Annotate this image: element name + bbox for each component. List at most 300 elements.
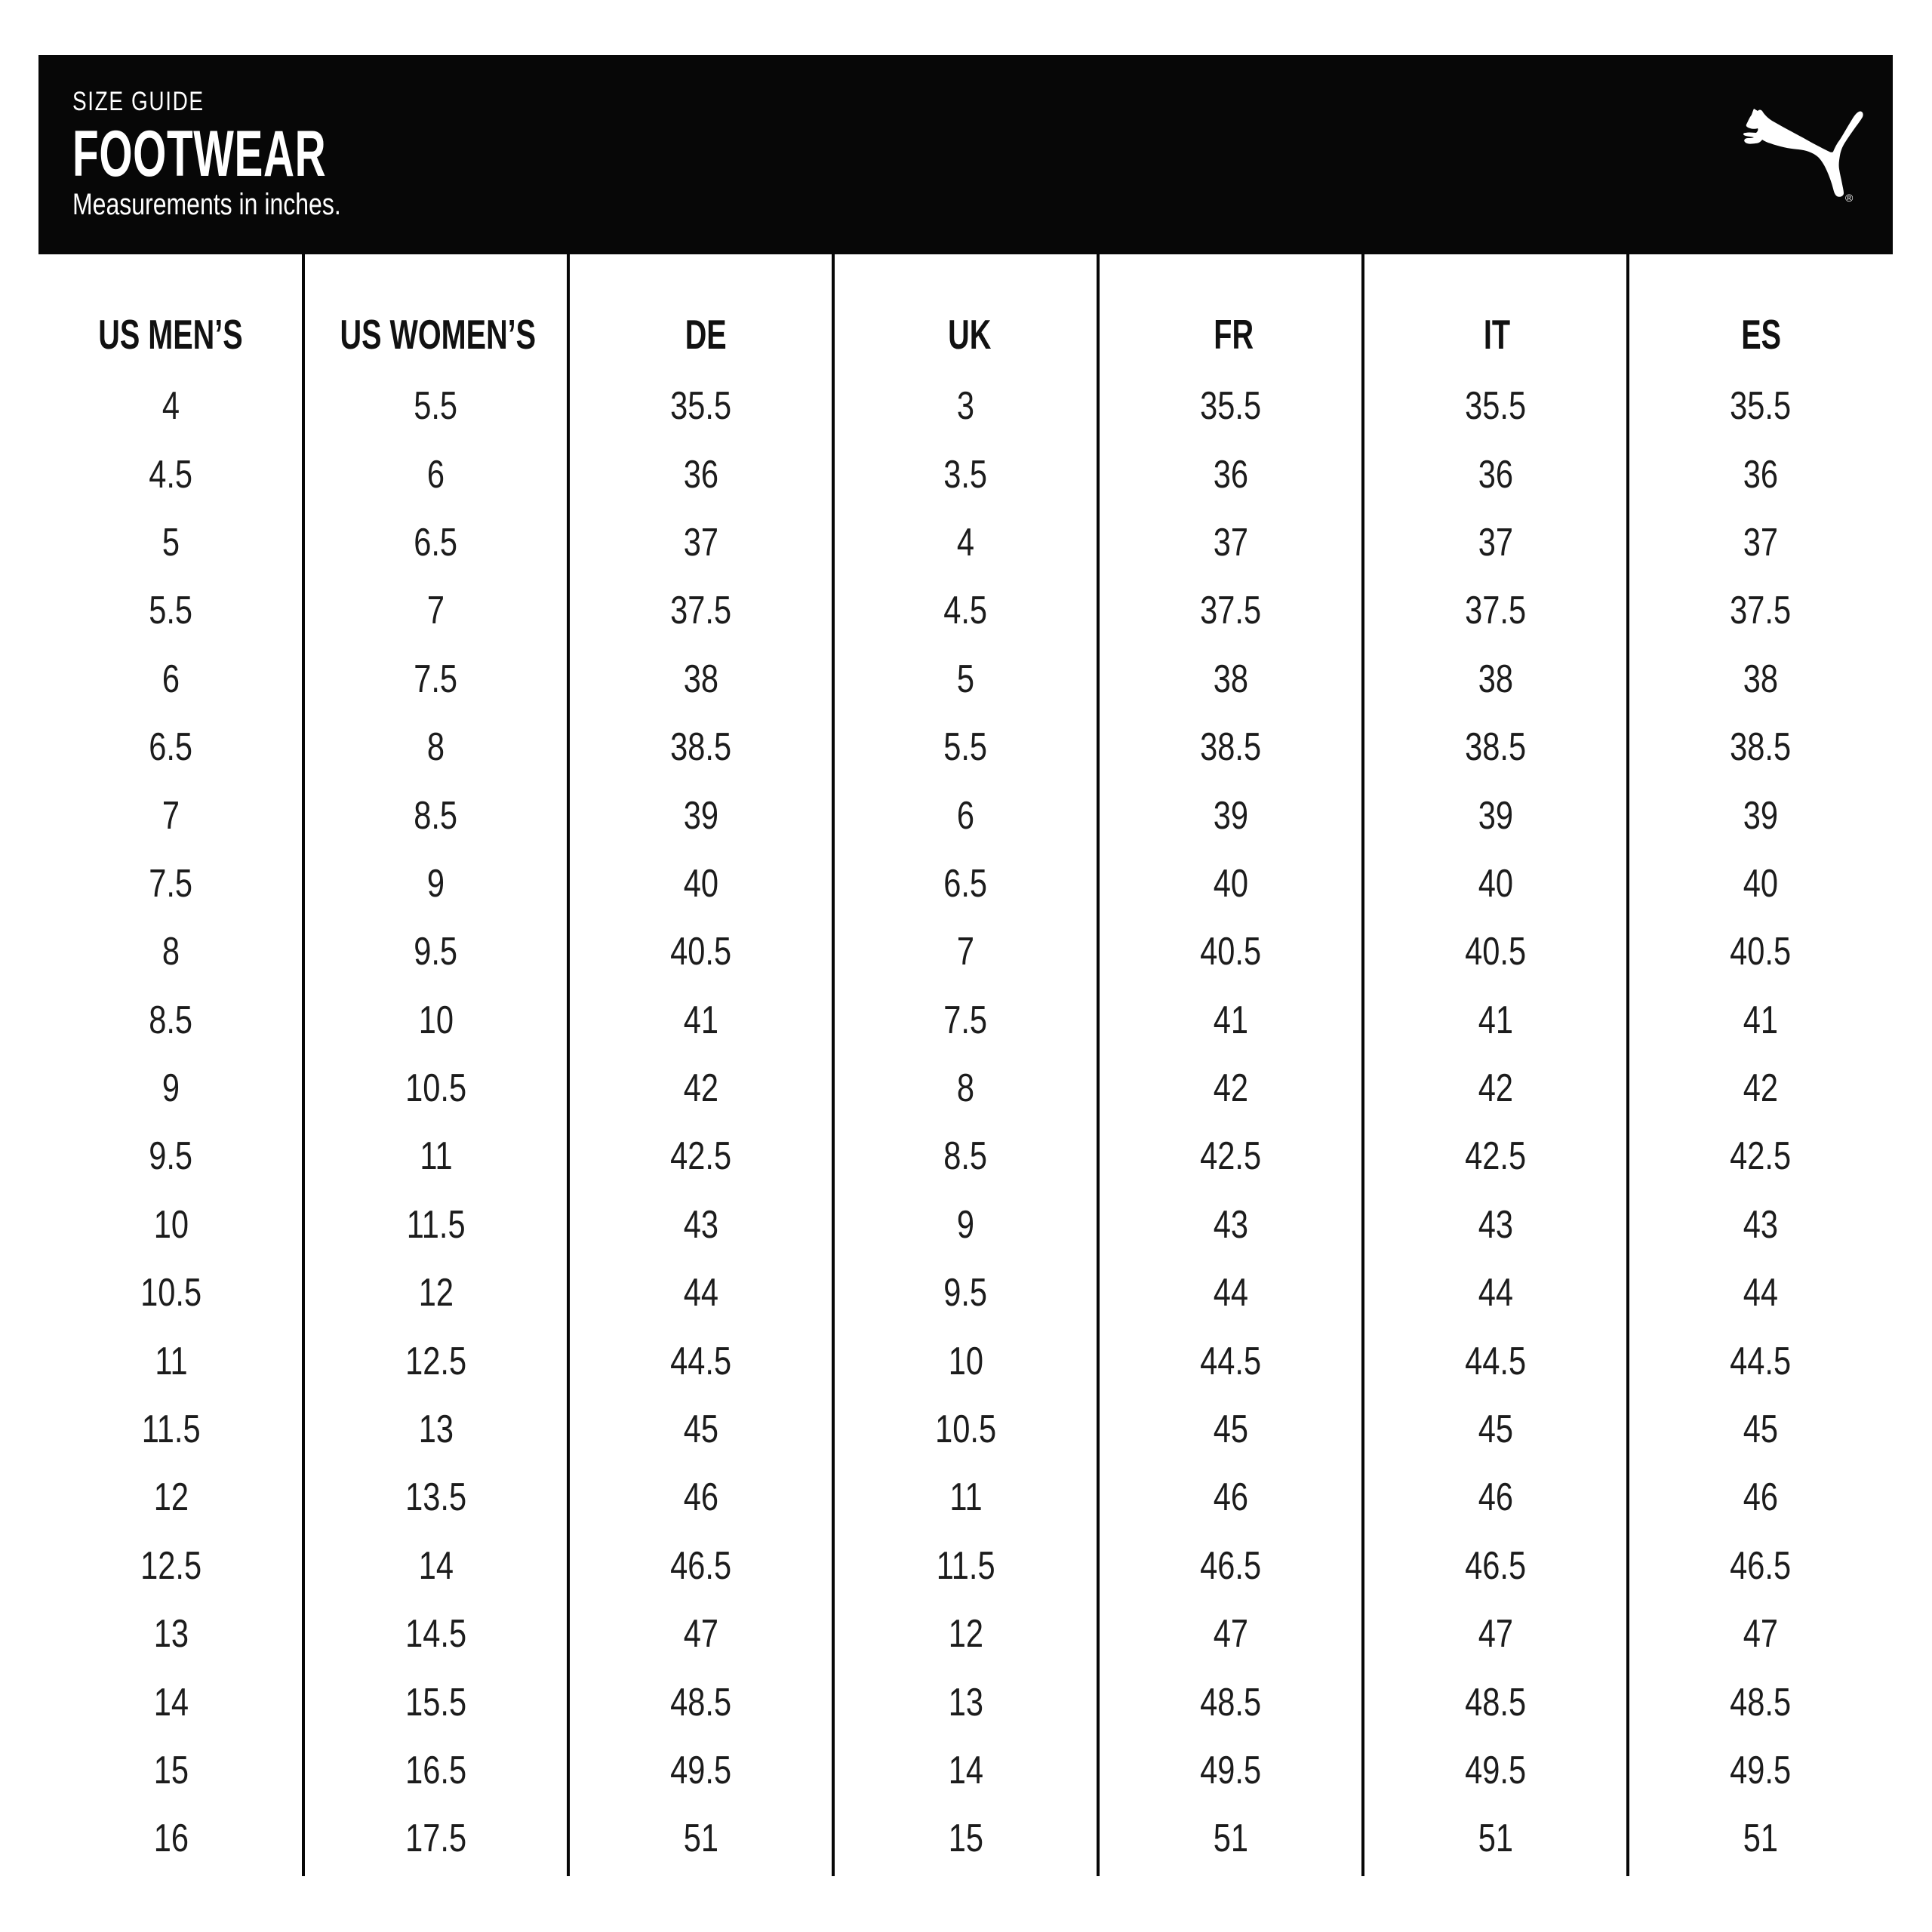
size-cell [303,793,568,838]
size-cell-text: 46.5 [1200,1543,1261,1588]
size-cell [303,452,568,497]
size-cell [1098,1543,1363,1588]
size-cell-text: 35.5 [1730,384,1791,429]
size-cell [833,452,1098,497]
size-cell-text: 37 [1743,520,1778,565]
size-cell [568,1339,833,1383]
size-cell [1628,1407,1893,1452]
size-cell [303,861,568,906]
table-row [38,509,1893,577]
size-cell-text: 10 [153,1202,189,1247]
size-cell [38,1271,303,1315]
size-cell [1628,452,1893,497]
size-cell [303,1817,568,1861]
size-cell [568,861,833,906]
size-cell-text: 8.5 [149,998,193,1042]
size-cell-text: 49.5 [1200,1749,1261,1792]
size-cell-text: 17.5 [405,1817,466,1861]
size-cell [833,793,1098,838]
size-cell [568,1817,833,1861]
size-cell [303,1202,568,1247]
table-row [38,1122,1893,1190]
size-cell [1098,1817,1363,1861]
size-cell [303,1271,568,1315]
size-cell-text: 51 [1743,1817,1778,1861]
size-cell-text: 12 [948,1612,983,1657]
size-cell-text: 13 [948,1680,983,1724]
size-cell [1363,520,1628,565]
column-header [838,310,1101,358]
size-cell-text: 37.5 [1200,589,1261,633]
size-cell-text: 38 [1743,657,1778,701]
size-cell-text: 12 [153,1475,189,1520]
size-cell [833,1066,1098,1111]
size-cell-text: 14 [153,1680,189,1724]
size-cell-text: 9.5 [149,1134,193,1179]
header-bar [38,55,1893,254]
size-cell [303,520,568,565]
size-cell [568,452,833,497]
measurement-note [72,188,408,221]
table-row [38,918,1893,986]
size-cell [1098,452,1363,497]
size-cell-text: 42.5 [1465,1134,1526,1179]
size-cell-text: 4 [162,384,180,429]
size-cell [568,1751,833,1790]
size-cell [1363,384,1628,429]
size-cell [303,1475,568,1520]
table-row [38,850,1893,918]
table-row [38,1737,1893,1804]
size-cell-text: 35.5 [1465,384,1526,429]
size-cell [38,1680,303,1724]
size-cell [38,930,303,974]
table-row [38,1259,1893,1327]
size-cell [303,998,568,1042]
size-cell [568,930,833,974]
size-cell [833,998,1098,1042]
size-cell [1363,1543,1628,1588]
size-cell-text: 40.5 [1200,930,1261,974]
size-cell [38,1817,303,1861]
size-cell [568,520,833,565]
size-cell-text: 10 [418,998,454,1042]
size-cell-text: 7.5 [943,998,988,1042]
size-cell [1628,520,1893,565]
size-cell [303,1612,568,1657]
size-cell-text: 46 [1213,1475,1248,1520]
size-cell [833,384,1098,429]
size-cell [1098,589,1363,633]
size-cell [38,1475,303,1520]
size-guide-label [72,88,237,117]
size-cell-text: 13 [153,1612,189,1657]
size-cell-text: 40 [1213,861,1248,906]
size-cell [1628,1066,1893,1111]
size-cell-text: 45 [1743,1407,1778,1452]
size-cell [1098,1475,1363,1520]
size-cell [1628,1751,1893,1790]
size-cell-text: 45 [1478,1407,1513,1452]
size-cell [568,725,833,770]
table-row [38,1395,1893,1463]
size-cell-text: 46.5 [670,1543,731,1588]
size-cell [38,589,303,633]
size-cell [1363,589,1628,633]
size-cell [833,589,1098,633]
size-cell-text: 12 [418,1271,454,1315]
size-cell [568,1271,833,1315]
size-cell [1098,520,1363,565]
table-row [38,645,1893,713]
table-row [38,440,1893,508]
size-cell [1098,1339,1363,1383]
size-cell-text: 44.5 [1200,1339,1261,1383]
size-cell-text: 42.5 [1730,1134,1791,1179]
size-cell-text: 10 [948,1339,983,1383]
size-cell-text: 43 [683,1202,718,1247]
size-cell-text: 12.5 [405,1339,466,1383]
size-cell-text: 14 [948,1749,983,1792]
size-cell-text: 44 [683,1271,718,1315]
size-cell-text: 38.5 [1200,725,1261,770]
page-title [72,118,457,190]
size-cell-text: 35.5 [670,384,731,429]
size-cell [568,793,833,838]
size-cell-text: 15.5 [405,1680,466,1724]
size-cell [833,1817,1098,1861]
column-header [1365,310,1629,358]
size-cell [38,1543,303,1588]
table-row [38,1191,1893,1259]
size-cell [833,1751,1098,1790]
size-cell [1363,1751,1628,1790]
size-cell [1098,793,1363,838]
size-cell-text: 38 [683,657,718,701]
size-cell [38,1339,303,1383]
size-cell [1363,793,1628,838]
size-cell [1628,1817,1893,1861]
size-cell-text: 11 [419,1134,453,1179]
size-cell-text: 42 [1743,1066,1778,1111]
size-cell-text: 13 [418,1407,454,1452]
size-cell [1098,1202,1363,1247]
size-cell-text: 9.5 [943,1271,988,1315]
table-row [38,1804,1893,1872]
size-cell-text: 44.5 [1465,1339,1526,1383]
size-cell-text: 40.5 [1465,930,1526,974]
size-cell [303,657,568,701]
size-cell [1363,1475,1628,1520]
size-cell [1098,657,1363,701]
size-cell-text: 6 [426,452,445,497]
size-cell-text: 7 [162,793,180,838]
size-cell-text: 4.5 [943,589,988,633]
size-cell [568,1134,833,1179]
table-row [38,372,1893,440]
size-cell [833,1475,1098,1520]
size-cell-text: 15 [153,1749,189,1792]
size-cell [38,725,303,770]
size-cell [1098,1134,1363,1179]
size-cell [568,998,833,1042]
size-cell-text: 51 [1478,1817,1513,1861]
column-header-text: US MEN’S [97,310,243,358]
size-cell-text: 6.5 [943,861,988,906]
column-header-text: UK [948,310,992,358]
size-cell-text: 3.5 [943,452,988,497]
size-cell [833,1339,1098,1383]
size-cell-text: 37.5 [1730,589,1791,633]
size-cell [1628,1134,1893,1179]
size-cell [1628,930,1893,974]
size-cell [1628,1202,1893,1247]
size-cell-text: 37 [1478,520,1513,565]
size-cell-text: 6 [162,657,180,701]
size-cell-text: 37.5 [1465,589,1526,633]
size-cell-text: 7.5 [414,657,458,701]
size-cell-text: 47 [1213,1612,1248,1657]
size-cell [833,1612,1098,1657]
size-cell-text: 38 [1213,657,1248,701]
size-cell [38,1134,303,1179]
size-cell [303,1751,568,1790]
size-cell [568,1612,833,1657]
size-cell-text: 47 [1478,1612,1513,1657]
size-cell-text: 36 [1213,452,1248,497]
registered-trademark: ® [1845,192,1854,204]
size-cell [1098,1066,1363,1111]
size-cell-text: 10.5 [405,1066,466,1111]
size-cell [1098,1680,1363,1724]
column-header-text: FR [1214,310,1254,358]
size-cell-text: 44 [1213,1271,1248,1315]
size-cell [1363,1134,1628,1179]
size-cell-text: 42 [1478,1066,1513,1111]
size-cell [1098,998,1363,1042]
size-cell [303,384,568,429]
size-cell-text: 40 [1743,861,1778,906]
size-cell-text: 39 [1213,793,1248,838]
size-cell [568,1475,833,1520]
column-header-text: IT [1484,310,1511,358]
size-cell [833,1134,1098,1179]
size-cell [1363,1202,1628,1247]
size-cell-text: 36 [683,452,718,497]
size-cell-text: 39 [683,793,718,838]
size-cell-text: 4.5 [149,452,193,497]
size-cell [38,384,303,429]
size-cell-text: 5 [956,657,975,701]
size-cell [568,1680,833,1724]
size-cell [568,384,833,429]
size-cell-text: 47 [683,1612,718,1657]
size-cell [833,1202,1098,1247]
size-cell-text: 11.5 [936,1543,995,1588]
size-cell-text: 49.5 [1730,1749,1791,1792]
size-cell-text: 5.5 [414,384,458,429]
size-cell-text: 42.5 [670,1134,731,1179]
size-cell-text: 41 [1743,998,1778,1042]
size-cell-text: 39 [1743,793,1778,838]
table-row [38,781,1893,849]
size-cell-text: 38.5 [670,725,731,770]
size-cell-text: 8 [162,930,180,974]
size-cell-text: 41 [1478,998,1513,1042]
size-cell [38,793,303,838]
size-cell-text: 44.5 [670,1339,731,1383]
size-cell [38,1407,303,1452]
size-cell-text: 9.5 [414,930,458,974]
size-cell [1363,1339,1628,1383]
size-cell-text: 44.5 [1730,1339,1791,1383]
size-cell [1098,1612,1363,1657]
size-cell-text: 8 [956,1066,975,1111]
size-cell-text: 51 [683,1817,718,1861]
size-cell [833,725,1098,770]
size-cell [38,452,303,497]
size-cell [303,1134,568,1179]
size-cell-text: 5.5 [943,725,988,770]
size-cell [833,1271,1098,1315]
table-row [38,1600,1893,1668]
size-cell-text: 8.5 [943,1134,988,1179]
size-cell-text: 46.5 [1465,1543,1526,1588]
size-cell [1363,452,1628,497]
size-cell [1628,1543,1893,1588]
size-cell-text: 12.5 [140,1543,202,1588]
size-cell-text: 7.5 [149,861,193,906]
size-cell-text: 46 [1478,1475,1513,1520]
size-cell-text: 14.5 [405,1612,466,1657]
size-cell [1628,657,1893,701]
size-cell-text: 8.5 [414,793,458,838]
column-header-text: US WOMEN’S [340,310,537,358]
column-header-text: DE [685,310,728,358]
size-cell [1363,1407,1628,1452]
size-cell-text: 37 [683,520,718,565]
size-cell [1098,1271,1363,1315]
size-cell [1363,725,1628,770]
size-cell-text: 41 [683,998,718,1042]
size-cell-text: 4 [956,520,975,565]
size-cell [303,930,568,974]
size-cell [1363,657,1628,701]
size-cell [1628,1339,1893,1383]
size-cell-text: 44 [1743,1271,1778,1315]
size-cell-text: 45 [683,1407,718,1452]
size-cell-text: 40.5 [670,930,731,974]
size-cell [38,1612,303,1657]
size-cell-text: 16 [153,1817,189,1861]
size-cell-text: 40 [683,861,718,906]
size-cell [1628,998,1893,1042]
size-cell [1628,589,1893,633]
size-cell [303,589,568,633]
size-cell [38,520,303,565]
size-cell-text: 6 [956,793,975,838]
size-cell-text: 14 [418,1543,454,1588]
size-cell [1363,1612,1628,1657]
size-cell [1628,793,1893,838]
size-cell-text: 11.5 [406,1202,466,1247]
column-header [574,310,838,358]
size-cell [568,1543,833,1588]
table-row [38,986,1893,1054]
size-cell [1628,1271,1893,1315]
size-cell [833,520,1098,565]
size-cell-text: 36 [1478,452,1513,497]
size-cell-text: 37.5 [670,589,731,633]
size-cell-text: 48.5 [1730,1680,1791,1724]
table-row [38,577,1893,645]
size-cell [1363,1817,1628,1861]
size-cell [38,1751,303,1790]
size-cell [38,1202,303,1247]
puma-logo-icon [1728,98,1909,219]
size-cell [38,1066,303,1111]
size-cell-text: 44 [1478,1271,1513,1315]
size-cell [1628,384,1893,429]
size-cell-text: 8 [426,725,445,770]
size-cell-text: 6.5 [414,520,458,565]
size-cell [833,657,1098,701]
table-row [38,1054,1893,1122]
size-cell [1363,1271,1628,1315]
size-cell-text: 15 [948,1817,983,1861]
size-cell-text: 10.5 [935,1407,996,1452]
size-cell-text: 51 [1213,1817,1248,1861]
size-cell [833,1543,1098,1588]
size-cell [1363,1066,1628,1111]
size-cell-text: 9 [956,1202,975,1247]
size-cell-text: 48.5 [1200,1680,1261,1724]
size-cell [568,1202,833,1247]
puma-cat-silhouette [1743,109,1863,197]
size-cell [1363,861,1628,906]
size-cell [303,1339,568,1383]
size-cell [568,1066,833,1111]
size-cell [1098,1407,1363,1452]
size-cell-text: 46.5 [1730,1543,1791,1588]
size-cell-text: 6.5 [149,725,193,770]
size-cell [1098,384,1363,429]
column-header [1102,310,1365,358]
size-cell [833,1407,1098,1452]
size-cell-text: 47 [1743,1612,1778,1657]
size-cell-text: 36 [1743,452,1778,497]
size-cell [38,861,303,906]
size-cell-text: 9 [426,861,445,906]
size-cell-text: 46 [683,1475,718,1520]
size-cell-text: 43 [1478,1202,1513,1247]
size-guide-label-text: SIZE GUIDE [72,87,205,116]
size-cell-text: 13.5 [405,1475,466,1520]
size-cell [833,1680,1098,1724]
size-cell [1628,725,1893,770]
size-cell-text: 42 [1213,1066,1248,1111]
measurement-note-text: Measurements in inches. [72,188,341,221]
size-cell-text: 42.5 [1200,1134,1261,1179]
table-body [38,372,1893,1873]
size-cell-text: 9 [162,1066,180,1111]
size-cell-text: 38.5 [1465,725,1526,770]
page-title-text: FOOTWEAR [72,118,327,190]
size-cell-text: 46 [1743,1475,1778,1520]
size-cell-text: 41 [1213,998,1248,1042]
size-cell-text: 40 [1478,861,1513,906]
size-cell-text: 49.5 [670,1749,731,1792]
